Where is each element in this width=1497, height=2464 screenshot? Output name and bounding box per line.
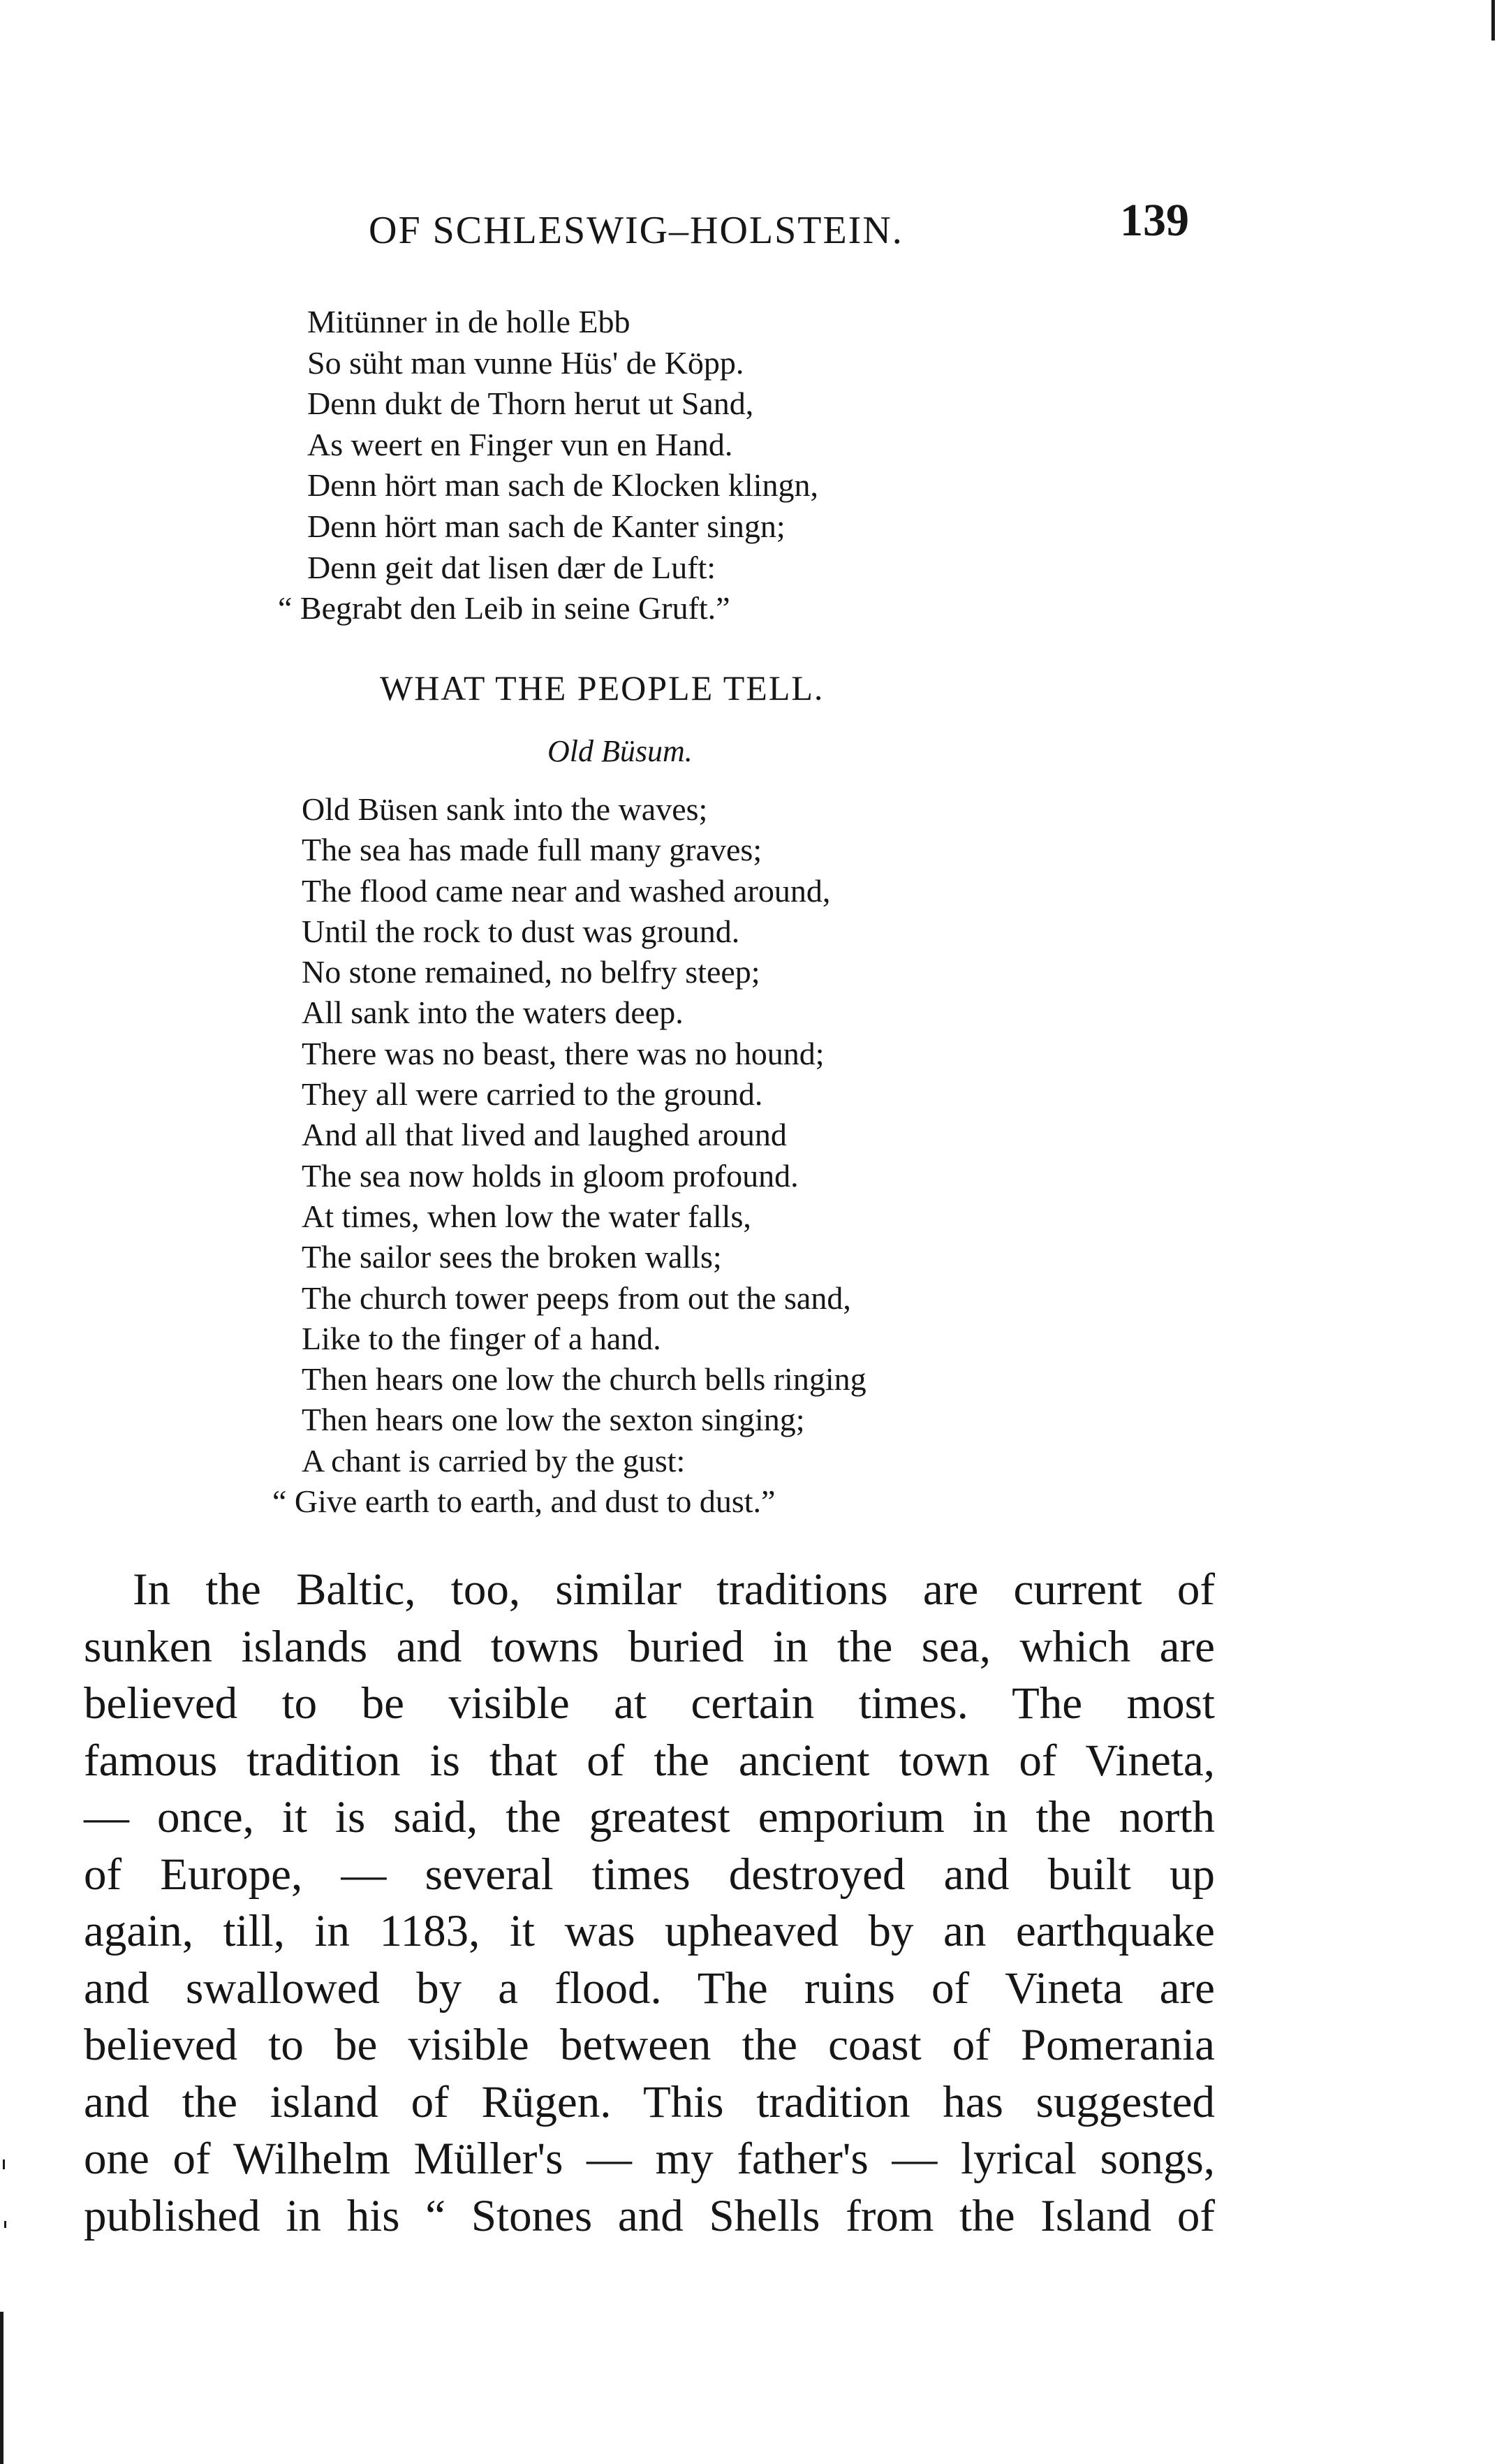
running-head: OF SCHLESWIG–HOLSTEIN. — [369, 209, 904, 252]
poem-line: “ Begrabt den Leib in seine Gruft.” — [278, 590, 730, 626]
prose-line: one of Wilhelm Müller's — my father's — lyrical songs, — [84, 2134, 1215, 2184]
scan-edge-mark-top-right — [1491, 0, 1495, 41]
english-poem — [272, 789, 867, 1522]
low-german-poem — [278, 302, 818, 629]
poem-line: Denn geit dat lisen dær de Luft: — [307, 549, 716, 585]
poem-line: A chant is carried by the gust: — [302, 1442, 686, 1479]
poem-line: The flood came near and washed around, — [302, 872, 831, 909]
poem-line: Then hears one low the sexton singing; — [302, 1402, 805, 1438]
poem-line: As weert en Finger vun en Hand. — [307, 426, 733, 462]
poem-subtitle: Old Büsum. — [547, 734, 693, 768]
poem-line: The sea now holds in gloom profound. — [302, 1157, 799, 1194]
poem-line: So süht man vunne Hüs' de Köpp. — [307, 344, 744, 381]
poem-line: At times, when low the water falls, — [302, 1198, 751, 1234]
poem-line: The sailor sees the broken walls; — [302, 1239, 722, 1275]
scan-edge-mark-bottom-left — [0, 2312, 3, 2464]
poem-line: Denn hört man sach de Klocken klingn, — [307, 467, 818, 504]
poem-line: No stone remained, no belfry steep; — [302, 954, 760, 990]
poem-line: Old Büsen sank into the waves; — [302, 791, 708, 827]
poem-line: Mitünner in de holle Ebb — [307, 304, 630, 339]
prose-line: and the island of Rügen. This tradition has suggested — [84, 2076, 1215, 2127]
prose-line: believed to be visible between the coast of Pomerania — [84, 2020, 1215, 2070]
section-heading: WHAT THE PEOPLE TELL. — [380, 668, 825, 707]
prose-line: In the Baltic, too, similar traditions are current of — [133, 1564, 1215, 1615]
poem-line: The sea has made full many graves; — [302, 832, 762, 868]
poem-line: There was no beast, there was no hound; — [302, 1035, 825, 1071]
prose-line: sunken islands and towns buried in the sea, which are — [84, 1621, 1215, 1672]
scan-speck — [4, 2221, 6, 2228]
scan-speck — [3, 2159, 5, 2169]
prose-line: famous tradition is that of the ancient town of Vineta, — [84, 1735, 1215, 1786]
prose-line: and swallowed by a flood. The ruins of Vineta are — [84, 1963, 1215, 2014]
poem-line: Until the rock to dust was ground. — [302, 913, 740, 949]
page-number: 139 — [1120, 195, 1189, 246]
poem-line: And all that lived and laughed around — [302, 1117, 787, 1153]
poem-line: The church tower peeps from out the sand, — [302, 1279, 851, 1316]
prose-line: believed to be visible at certain times. The most — [84, 1678, 1215, 1729]
poem-line: All sank into the waters deep. — [302, 995, 684, 1031]
poem-line: Like to the finger of a hand. — [302, 1320, 661, 1356]
poem-line: They all were carried to the ground. — [302, 1076, 763, 1113]
prose-line: published in his “ Stones and Shells from the Island of — [84, 2190, 1215, 2241]
poem-line: Then hears one low the church bells ringing — [302, 1361, 867, 1398]
poem-line: Denn hört man sach de Kanter singn; — [307, 508, 786, 544]
prose-line: — once, it is said, the greatest emporium in the north — [84, 1792, 1215, 1842]
prose-line: of Europe, — several times destroyed and built up — [84, 1849, 1215, 1900]
prose-paragraph — [84, 1562, 1215, 2245]
poem-line: “ Give earth to earth, and dust to dust.” — [272, 1483, 776, 1520]
prose-line: again, till, in 1183, it was upheaved by an earthquake — [84, 1906, 1215, 1956]
poem-line: Denn dukt de Thorn herut ut Sand, — [307, 386, 754, 422]
